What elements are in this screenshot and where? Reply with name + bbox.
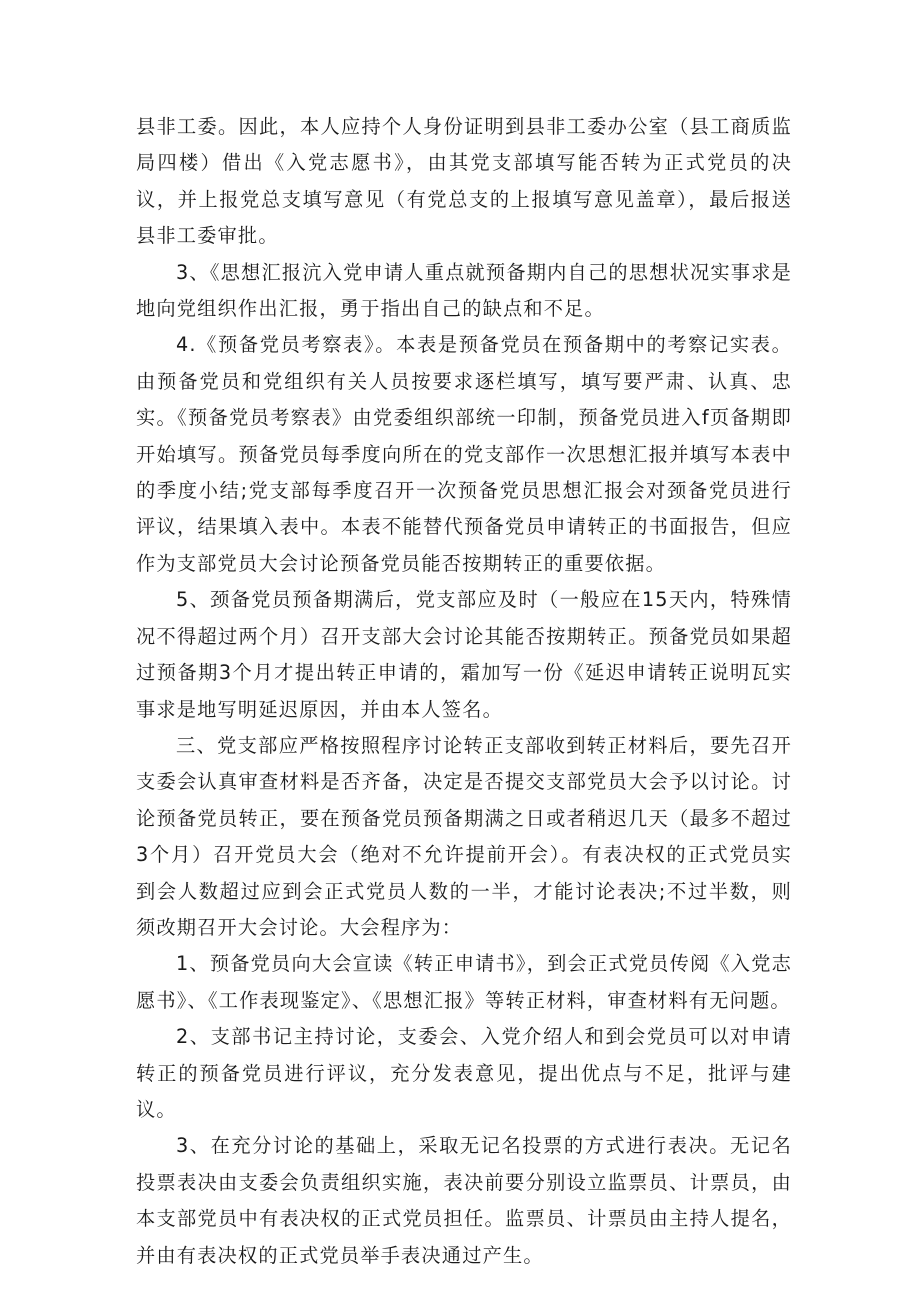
paragraph-item-3-thought-report: 3、《思想汇报沆入党申请人重点就预备期内自己的思想状况实事求是地向党组织作出汇报，勇于指出自己的缺点和不足。 [136, 260, 792, 321]
paragraph-step-2: 2、支部书记主持讨论，支委会、入党介绍人和到会党员可以对申请转正的预备党员进行评议，充分发表意见，提出优点与不足，批评与建议。 [136, 1025, 792, 1121]
paragraph-continuation: 县非工委。因此，本人应持个人身份证明到县非工委办公室（县工商质监局四楼）借出《入党志愿书》，由其党支部填写能否转为正式党员的决议，并上报党总支填写意见（有党总支的上报填写意见盖章），最后报送县非工委审批。 [136, 115, 792, 248]
paragraph-step-1: 1、预备党员向大会宣读《转正申请书》，到会正式党员传阅《入党志愿书》、《工作表现鉴定》、《思想汇报》等转正材料，审查材料有无问题。 [136, 952, 792, 1012]
document-body [136, 109, 792, 1274]
paragraph-item-5-probation-end: 5、颈备党员预备期满后，党支部应及时（一般应在15天内，特殊情况不得超过两个月）召开支部大会讨论其能否按期转正。预备党员如果超过预备期3个月才提出转正申请的，霜加写一份《延迟申请转正说明瓦实事求是地写明延迟原因，并由本人签名。 [136, 588, 792, 721]
paragraph-section-3-procedure: 三、党支部应严格按照程序讨论转正支部收到转正材料后，要先召开支委会认真审查材料是否齐备，决定是否提交支部党员大会予以讨论。讨论预备党员转正，要在预备党员预备期满之日或者稍迟几天（最多不超过3个月）召开党员大会（绝对不允许提前开会）。有表决权的正式党员实到会人数超过应到会正式党员人数的一半，才能讨论表决;不过半数，则须改期召开大会讨论。大会程序为： [136, 733, 792, 939]
paragraph-step-3: 3、在充分讨论的基础上，采取无记名投票的方式进行表决。无记名投票表决由支委会负责组织实施，表决前要分别设立监票员、计票员，由本支部党员中有表决权的正式党员担任。监票员、计票员由主持人提名，并由有表决权的正式党员举手表决通过产生。 [136, 1134, 792, 1267]
paragraph-item-4-probation-form: 4.《预备党员考察表》。本表是预备党员在预备期中的考察记实表。由预备党员和党组织有关人员按要求逐栏填写，填写要严肃、认真、忠实。《预备党员考察表》由党委组织部统一印制，预备党员进入f页备期即开始填写。预备党员每季度向所在的党支部作一次思想汇报并填写本表中的季度小结;党支部每季度召开一次预备党员思想汇报会对颈备党员进行评议，结果填入表中。本表不能替代预备党员申请转正的书面报告，但应作为支部党员大会讨论预备党员能否按期转正的重要依据。 [136, 333, 792, 575]
